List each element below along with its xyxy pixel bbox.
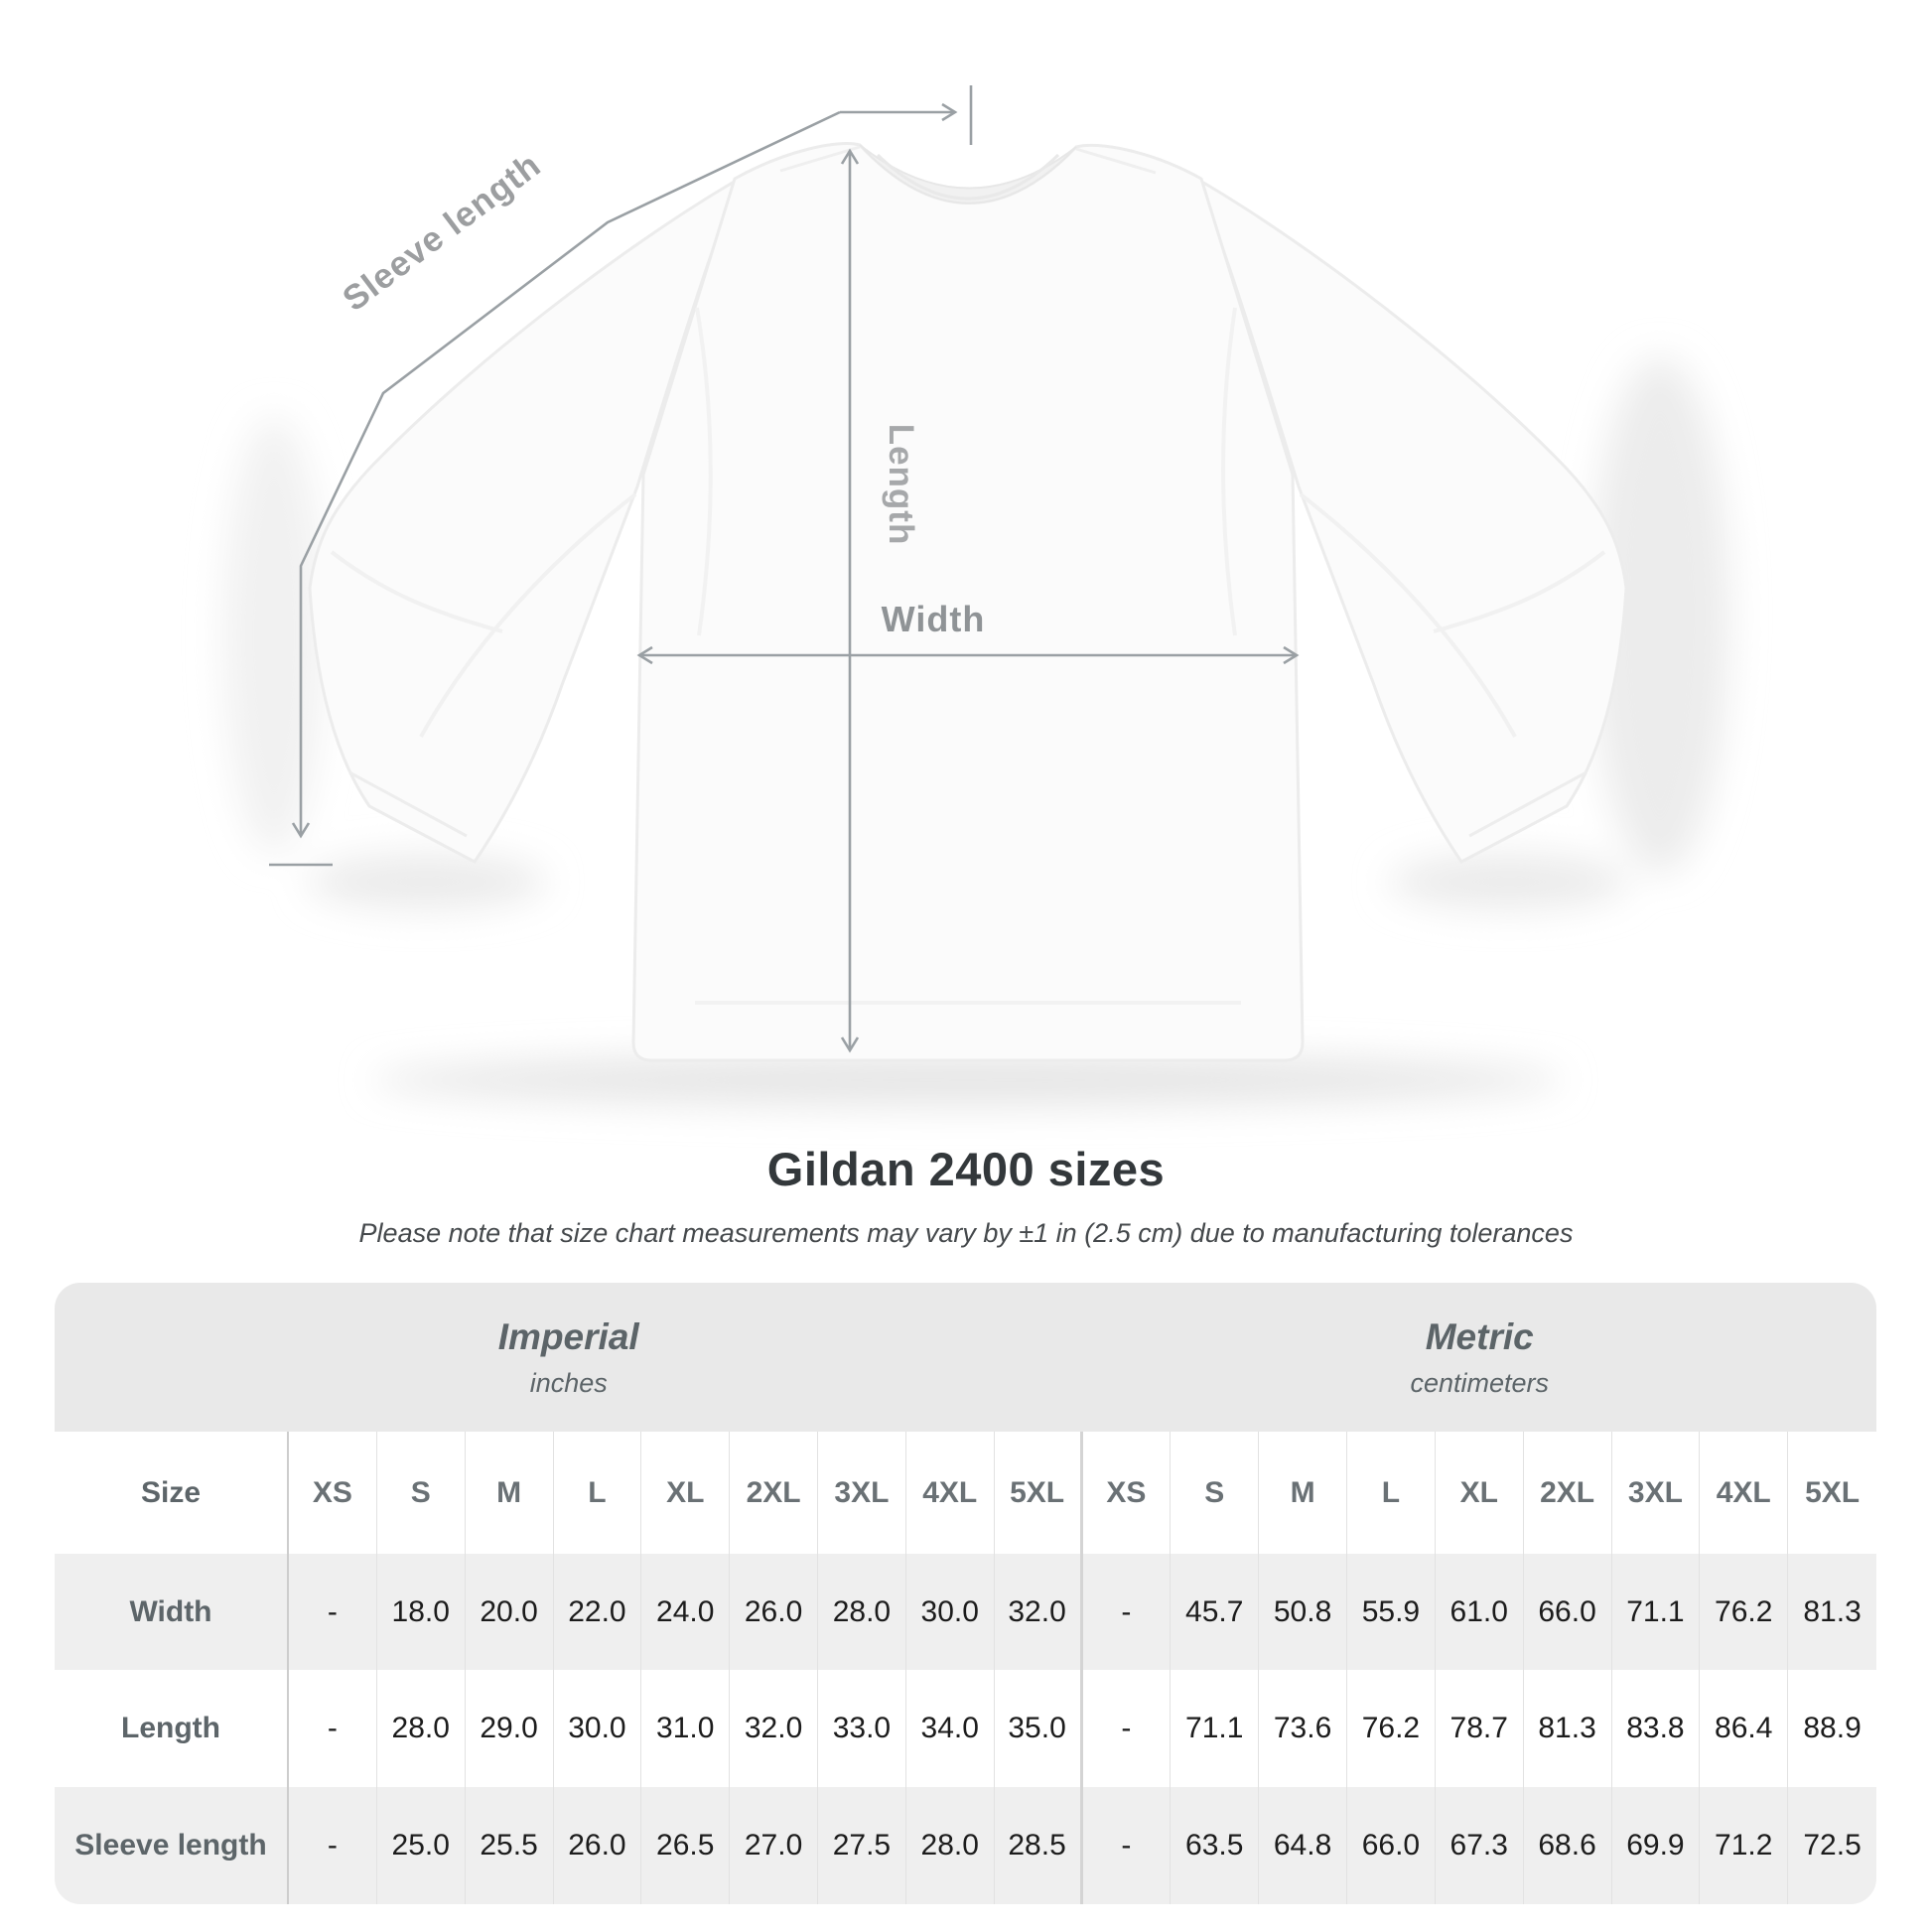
page-title: Gildan 2400 sizes xyxy=(766,1143,1166,1195)
size-header-row xyxy=(55,1432,1876,1554)
length-metric-4xl: 86.4 xyxy=(1700,1670,1788,1787)
width-imperial-3xl: 28.0 xyxy=(818,1554,906,1670)
imperial-group-header xyxy=(55,1283,1082,1432)
length-metric-xs: - xyxy=(1083,1670,1172,1787)
length-imperial-xs: - xyxy=(289,1670,377,1787)
width-imperial-xs: - xyxy=(289,1554,377,1670)
length-metric-2xl: 81.3 xyxy=(1524,1670,1612,1787)
sleeve-metric-l: 66.0 xyxy=(1347,1787,1436,1904)
length-metric-5xl: 88.9 xyxy=(1803,1712,1862,1744)
sleeve-metric-s: 63.5 xyxy=(1171,1787,1259,1904)
sleeve-imperial-xl: 26.5 xyxy=(641,1787,730,1904)
width-metric-3xl: 71.1 xyxy=(1612,1554,1701,1670)
width-metric-4xl: 76.2 xyxy=(1700,1554,1788,1670)
length-imperial-5xl: 35.0 xyxy=(995,1670,1083,1787)
width-imperial-5xl: 32.0 xyxy=(995,1554,1083,1670)
unit-band xyxy=(55,1283,1876,1432)
width-imperial-s: 18.0 xyxy=(377,1554,466,1670)
size-header-metric-xs: XS xyxy=(1083,1432,1172,1554)
metric-group-unit: centimeters xyxy=(1410,1367,1550,1398)
length-imperial-m: 29.0 xyxy=(466,1670,554,1787)
size-header-metric-xl: XL xyxy=(1436,1432,1524,1554)
heading-block xyxy=(0,1142,1932,1249)
width-metric-5xl: 81.3 xyxy=(1803,1594,1862,1628)
length-imperial-3xl: 33.0 xyxy=(818,1670,906,1787)
width-imperial-4xl: 30.0 xyxy=(906,1554,995,1670)
sleeve-imperial-xs: - xyxy=(289,1787,377,1904)
width-metric-xl: 61.0 xyxy=(1436,1554,1524,1670)
width-metric-l: 55.9 xyxy=(1347,1554,1436,1670)
length-metric-l: 76.2 xyxy=(1347,1670,1436,1787)
length-metric-m: 73.6 xyxy=(1259,1670,1347,1787)
imperial-group-unit: inches xyxy=(529,1367,608,1398)
row-label-length: Length xyxy=(55,1670,289,1787)
width-metric-m: 50.8 xyxy=(1259,1554,1347,1670)
width-imperial-2xl: 26.0 xyxy=(730,1554,818,1670)
size-header-imperial-m: M xyxy=(466,1432,554,1554)
sleeve-metric-m: 64.8 xyxy=(1259,1787,1347,1904)
sleeve-imperial-3xl: 27.5 xyxy=(818,1787,906,1904)
metric-group-name: Metric xyxy=(1425,1315,1534,1357)
imperial-group-name: Imperial xyxy=(497,1315,639,1357)
size-header-metric-3xl: 3XL xyxy=(1612,1432,1701,1554)
size-header-imperial-l: L xyxy=(554,1432,642,1554)
size-header-imperial-3xl: 3XL xyxy=(818,1432,906,1554)
length-measure-label: Length xyxy=(882,423,920,546)
width-imperial-l: 22.0 xyxy=(554,1554,642,1670)
sleeve-imperial-2xl: 27.0 xyxy=(730,1787,818,1904)
size-header-imperial-xs: XS xyxy=(289,1432,377,1554)
length-imperial-2xl: 32.0 xyxy=(730,1670,818,1787)
sleeve-metric-xl: 67.3 xyxy=(1436,1787,1524,1904)
size-header-imperial-5xl: 5XL xyxy=(995,1432,1083,1554)
size-header-metric-s: S xyxy=(1171,1432,1259,1554)
length-metric-xl: 78.7 xyxy=(1436,1670,1524,1787)
size-header-metric-5xl: 5XL xyxy=(1805,1475,1861,1509)
width-imperial-m: 20.0 xyxy=(466,1554,554,1670)
metric-group-header xyxy=(1082,1283,1876,1432)
width-row xyxy=(55,1554,1876,1670)
sleeve-metric-3xl: 69.9 xyxy=(1612,1787,1701,1904)
size-header-imperial-s: S xyxy=(377,1432,466,1554)
size-column-header: Size xyxy=(55,1432,289,1554)
width-imperial-xl: 24.0 xyxy=(641,1554,730,1670)
length-imperial-s: 28.0 xyxy=(377,1670,466,1787)
row-label-sleeve-length: Sleeve length xyxy=(55,1787,289,1904)
sleeve-metric-2xl: 68.6 xyxy=(1524,1787,1612,1904)
sleeve-length-measure-label: Sleeve length xyxy=(336,145,549,320)
length-imperial-l: 30.0 xyxy=(554,1670,642,1787)
size-header-metric-l: L xyxy=(1347,1432,1436,1554)
size-table xyxy=(55,1283,1876,1904)
length-imperial-4xl: 34.0 xyxy=(906,1670,995,1787)
size-header-metric-m: M xyxy=(1259,1432,1347,1554)
sleeve-imperial-l: 26.0 xyxy=(554,1787,642,1904)
row-label-width: Width xyxy=(55,1554,289,1670)
tolerance-note: Please note that size chart measurements may vary by ±1 in (2.5 cm) due to manufacturing tolerances xyxy=(358,1218,1574,1248)
width-measure-label: Width xyxy=(881,599,986,639)
size-header-imperial-xl: XL xyxy=(641,1432,730,1554)
length-metric-3xl: 83.8 xyxy=(1612,1670,1701,1787)
width-metric-2xl: 66.0 xyxy=(1524,1554,1612,1670)
size-header-metric-4xl: 4XL xyxy=(1700,1432,1788,1554)
sleeve-imperial-m: 25.5 xyxy=(466,1787,554,1904)
sleeve-metric-4xl: 71.2 xyxy=(1700,1787,1788,1904)
sleeve-imperial-4xl: 28.0 xyxy=(906,1787,995,1904)
size-header-metric-2xl: 2XL xyxy=(1524,1432,1612,1554)
sleeve-metric-xs: - xyxy=(1083,1787,1172,1904)
sleeve-imperial-5xl: 28.5 xyxy=(995,1787,1083,1904)
size-header-imperial-2xl: 2XL xyxy=(730,1432,818,1554)
length-imperial-xl: 31.0 xyxy=(641,1670,730,1787)
sleeve-imperial-s: 25.0 xyxy=(377,1787,466,1904)
sleeve-metric-5xl: 72.5 xyxy=(1803,1829,1862,1862)
width-metric-xs: - xyxy=(1083,1554,1172,1670)
length-metric-s: 71.1 xyxy=(1171,1670,1259,1787)
width-metric-s: 45.7 xyxy=(1171,1554,1259,1670)
sleeve-length-row xyxy=(55,1787,1876,1904)
size-header-imperial-4xl: 4XL xyxy=(906,1432,995,1554)
length-row xyxy=(55,1670,1876,1787)
